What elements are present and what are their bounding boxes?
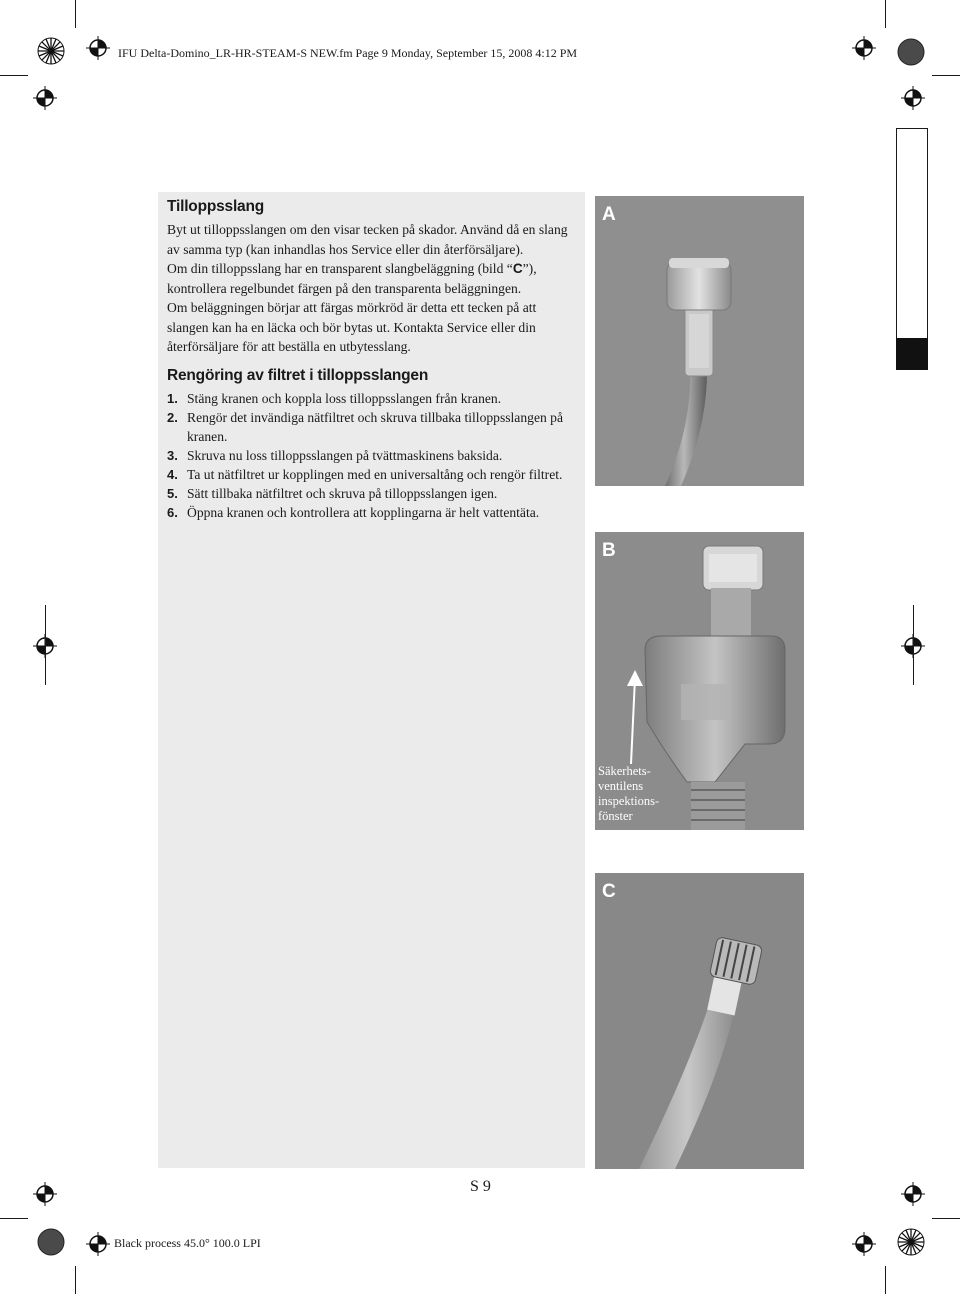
registration-mark-icon xyxy=(33,1182,57,1206)
photo-b xyxy=(595,532,804,830)
registration-mark-icon xyxy=(86,1232,110,1256)
crop-line xyxy=(75,1266,76,1294)
print-header: IFU Delta-Domino_LR-HR-STEAM-S NEW.fm Page 9 Monday, September 15, 2008 4:12 PM xyxy=(118,46,578,60)
gray-target-icon xyxy=(896,37,926,67)
text-column xyxy=(167,198,579,522)
print-footer: Black process 45.0° 100.0 LPI xyxy=(114,1236,261,1250)
coated-hose-illustration xyxy=(595,873,804,1169)
figure-label-a: A xyxy=(602,204,616,225)
registration-mark-icon xyxy=(33,86,57,110)
starburst-target-icon xyxy=(896,1227,926,1257)
paragraph: Om beläggningen börjar att färgas mörkröd är detta ett tecken på att slangen kan ha en läcka och bör bytas ut. Kontakta Service eller din återförsäljare för att beställa en utbytesslang. xyxy=(167,300,537,354)
page-number: S 9 xyxy=(470,1178,491,1195)
list-item: 4. Ta ut nätfiltret ur kopplingen med en universaltång och rengör filtret. xyxy=(167,466,563,482)
figure-reference: C xyxy=(512,261,523,276)
registration-mark-icon xyxy=(852,36,876,60)
crop-line xyxy=(0,75,28,76)
photo-a xyxy=(595,196,804,486)
list-item: 3. Skruva nu loss tilloppsslangen på tvättmaskinens baksida. xyxy=(167,447,503,463)
list-item: 6. Öppna kranen och kontrollera att kopplingarna är helt vattentäta. xyxy=(167,504,540,520)
steps-list xyxy=(167,389,579,522)
paragraph: Om din tilloppsslang har en transparent slangbeläggning (bild “C”), kontrollera regelbundet färgen på den transparenta beläggningen. xyxy=(167,261,537,296)
list-item: 1. Stäng kranen och koppla loss tilloppsslangen från kranen. xyxy=(167,390,502,406)
crop-line xyxy=(932,1218,960,1219)
figure-caption-b: Säkerhets- ventilens inspektions- fönster xyxy=(598,764,660,823)
figure-label-b: B xyxy=(602,540,616,561)
list-item: 5. Sätt tillbaka nätfiltret och skruva på tilloppsslangen igen. xyxy=(167,485,498,501)
crop-line xyxy=(885,1266,886,1294)
starburst-target-icon xyxy=(36,36,66,66)
section-title-rengoring: Rengöring av filtret i tilloppsslangen xyxy=(167,366,429,384)
crop-line xyxy=(75,0,76,28)
crop-line xyxy=(932,75,960,76)
figure-label-c: C xyxy=(602,881,616,902)
section-title-tilloppsslang: Tilloppsslang xyxy=(167,198,265,215)
crop-line xyxy=(913,605,914,685)
side-tab-marker xyxy=(896,338,928,370)
registration-mark-icon xyxy=(901,86,925,110)
crop-line xyxy=(45,605,46,685)
registration-mark-icon xyxy=(86,36,110,60)
photo-c xyxy=(595,873,804,1169)
registration-mark-icon xyxy=(852,1232,876,1256)
crop-line xyxy=(885,0,886,28)
list-item: 2. Rengör det invändiga nätfiltret och skruva tillbaka tilloppsslangen på kranen. xyxy=(167,409,563,444)
gray-target-icon xyxy=(36,1227,66,1257)
registration-mark-icon xyxy=(901,1182,925,1206)
paragraph: Byt ut tilloppsslangen om den visar tecken på skador. Använd då en slang av samma typ (kan inhandlas hos Service eller din återförsäljare). xyxy=(167,222,568,257)
hose-connector-illustration xyxy=(595,196,804,486)
side-tab-outline xyxy=(896,128,928,370)
crop-line xyxy=(0,1218,28,1219)
